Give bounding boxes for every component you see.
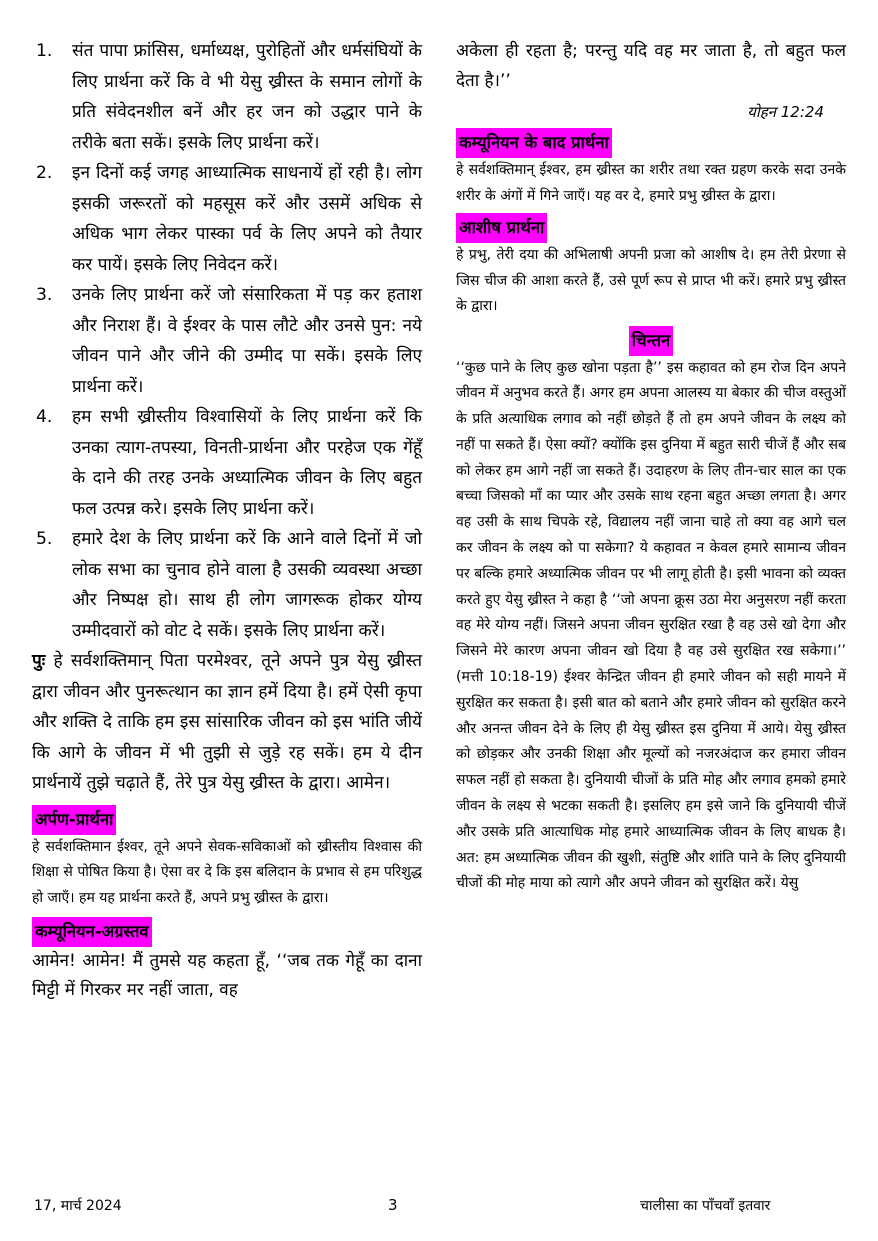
reflection-heading: चिन्तन bbox=[629, 326, 673, 356]
reflection-text: ‘‘कुछ पाने के लिए कुछ खोना पड़ता है’’ इस कहावत को हम रोज दिन अपने जीवन में अनुभव करते हैं। अगर हम अपना आलस्य या बेकार की चीज वस्तुओं के प्रति अत्याधिक लगाव को नहीं छोड़ते हैं तो हम अपने जीवन के लक्ष्य को नहीं पा सकते हैं। ऐसा क्यों? क्योंकि इस दुनिया में बहुत सारी चीजें हैं और सब को लेकर हम आगे नहीं जा सकते हैं। उदाहरण के लिए तीन-चार साल का एक बच्चा जिसको माँ का प्यार और उसके साथ रहना बहुत अच्छा लगता है। अगर वह उसी के साथ चिपके रहे, विद्यालय नहीं जाना चाहे तो क्या वह आगे चल कर जीवन के लक्ष्य को पा सकेगा? ये कहावत न केवल हमारे सामान्य जीवन पर बल्कि हमारे अध्यात्मिक जीवन पर भी लागू होती है। इसी भावना को व्यक्त करते हुए येसु ख्रीस्त ने कहा है ‘‘जो अपना क्रूस उठा मेरा अनुसरण नहीं करता वह मेरे योग्य नहीं। जिसने अपना जीवन सुरक्षित रखा है वह उसे खो देगा और जिसने मेरे कारण अपना जीवन खो दिया है वह उसे सुरक्षित रख सकेगा।’’ (मत्ती 10:18-19) ईश्वर केन्द्रित जीवन ही हमारे जीवन को सही मायने में सुरक्षित कर सकता है। इसी बात को बताने और हमारे जीवन को सुरक्षित करने और अनन्त जीवन देने के लिए ही येसु ख्रीस्त इस दुनिया में आये। येसु ख्रीस्त को छोड़कर और उनकी शिक्षा और मूल्यों को नजरअंदाज कर हमारा जीवन सफल नहीं हो सकता है। दुनियायी चीजों के प्रति मोह और लगाव हमको हमारे जीवन के लक्ष्य से भटका सकती है। इसलिए हम इसे जाने कि दुनियायी चीजें और उसके प्रति आत्याधिक मोह हमारे आध्यात्मिक जीवन के लिए बाधक है। अत: हम अध्यात्मिक जीवन की खुशी, संतुष्टि और शांति पाने के लिए दुनियायी चीजों की मोह माया को त्यागे और अपने जीवन को सुरक्षित करें। येसु bbox=[456, 359, 846, 892]
item-text: संत पापा फ्रांसिस, धर्माध्यक्ष, पुरोहितों और धर्मसंघियों के लिए प्रार्थना करें कि वे भी येसु ख्रीस्त के समान लोगों के प्रति संवेदनशील बनें और हर जन को उद्धार पाने के तरीके बता सकें। इसके लिए प्रार्थना करें। bbox=[72, 41, 422, 153]
scripture-reference: योहन 12:24 bbox=[747, 103, 824, 121]
offertory-heading: अर्पण-प्रार्थना bbox=[32, 805, 116, 835]
intercession-item bbox=[32, 158, 422, 280]
item-text: हमारे देश के लिए प्रार्थना करें कि आने वाले दिनों में जो लोक सभा का चुनाव होने वाला है उसकी व्यवस्था अच्छा और निष्पक्ष हो। साथ ही लोग जागरूक होकर योग्य उम्मीदवारों को वोट दे सकें। इसके लिए प्रार्थना करें। bbox=[72, 529, 422, 641]
item-number: 4. bbox=[36, 407, 53, 427]
item-number: 5. bbox=[36, 529, 53, 549]
page-number: 3 bbox=[388, 1196, 398, 1214]
post-communion-heading: कम्यूनियन के बाद प्रार्थना bbox=[456, 128, 612, 158]
item-text: इन दिनों कई जगह आध्यात्मिक साधनायें हों रही है। लोग इसकी जरूरतों को महसूस करें और उसमें अधिक से अधिक भाग लेकर पास्का पर्व के लिए अपने को तैयार कर पायें। इसके लिए निवेदन करें। bbox=[72, 163, 422, 275]
communion-antiphon-heading: कम्यूनियन-अग्रस्तव bbox=[32, 917, 152, 947]
item-number: 3. bbox=[36, 285, 53, 305]
closing-text: हे सर्वशक्तिमान् पिता परमेश्वर, तूने अपने पुत्र येसु ख्रीस्त द्वारा जीवन और पुनरूत्थान का ज्ञान हमें दिया है। हमें ऐसी कृपा और शक्ति दे ताकि हम इस सांसारिक जीवन को इस भांति जीयें कि आगे के जीवन में भी तुझी से जुड़े रह सकें। हम ये दीन प्रार्थनायें तुझे चढ़ाते हैं, तेरे पुत्र येसु ख्रीस्त के द्वारा। आमेन। bbox=[32, 651, 422, 793]
blessing-heading: आशीष प्रार्थना bbox=[456, 213, 547, 243]
item-number: 2. bbox=[36, 163, 53, 183]
footer-date: 17, मार्च 2024 bbox=[34, 1198, 122, 1214]
communion-antiphon-continuation: अकेला ही रहता है; परन्तु यदि वह मर जाता है, तो बहुत फल देता है।’’ bbox=[456, 41, 846, 91]
closing-label: पुः bbox=[32, 651, 46, 671]
offertory-text: हे सर्वशक्तिमान ईश्वर, तूने अपने सेवक-सविकाओं को ख्रीस्तीय विश्वास की शिक्षा से पोषित किया है। ऐसा वर दे कि इस बलिदान के प्रभाव से हम परिशुद्ध हो जाएँ। हम यह प्रार्थना करते हैं, अपने प्रभु ख्रीस्त के द्वारा। bbox=[32, 838, 422, 906]
closing-prayer bbox=[32, 646, 422, 799]
right-column bbox=[456, 36, 846, 897]
post-communion-text: हे सर्वशक्तिमान् ईश्वर, हम ख्रीस्त का शरीर तथा रक्त ग्रहण करके सदा उनके शरीर के अंगों में गिने जाएँ। यह वर दे, हमारे प्रभु ख्रीस्त के द्वारा। bbox=[456, 162, 846, 204]
left-column bbox=[32, 36, 422, 1005]
item-text: हम सभी ख्रीस्तीय विश्वासियों के लिए प्रार्थना करें कि उनका त्याग-तपस्या, विनती-प्रार्थना और परहेज एक गेंहूँ के दाने की तरह उनके अध्यात्मिक जीवन के लिए बहुत फल उत्पन्न करे। इसके लिए प्रार्थना करें। bbox=[72, 407, 422, 519]
communion-antiphon-text: आमेन! आमेन! मैं तुमसे यह कहता हूँ, ‘‘जब तक गेहूँ का दाना मिट्टी में गिरकर मर नहीं जाता, वह bbox=[32, 951, 422, 1000]
intercession-item bbox=[32, 280, 422, 402]
item-number: 1. bbox=[36, 41, 53, 61]
intercession-item bbox=[32, 402, 422, 524]
intercession-item bbox=[32, 36, 422, 158]
intercession-item bbox=[32, 524, 422, 646]
item-text: उनके लिए प्रार्थना करें जो संसारिकता में पड़ कर हताश और निराश हैं। वे ईश्वर के पास लौटे और उनसे पुन: नये जीवन पाने और जीने की उम्मीद पा सकें। इसके लिए प्रार्थना करें। bbox=[72, 285, 422, 397]
footer-occasion: चालीसा का पाँचवाँ इतवार bbox=[640, 1198, 771, 1214]
blessing-text: हे प्रभु, तेरी दया की अभिलाषी अपनी प्रजा को आशीष दे। हम तेरी प्रेरणा से जिस चीज की आशा करते हैं, उसे पूर्ण रूप से प्राप्त भी करें। हमारे प्रभु ख्रीस्त के द्वारा। bbox=[456, 247, 846, 314]
